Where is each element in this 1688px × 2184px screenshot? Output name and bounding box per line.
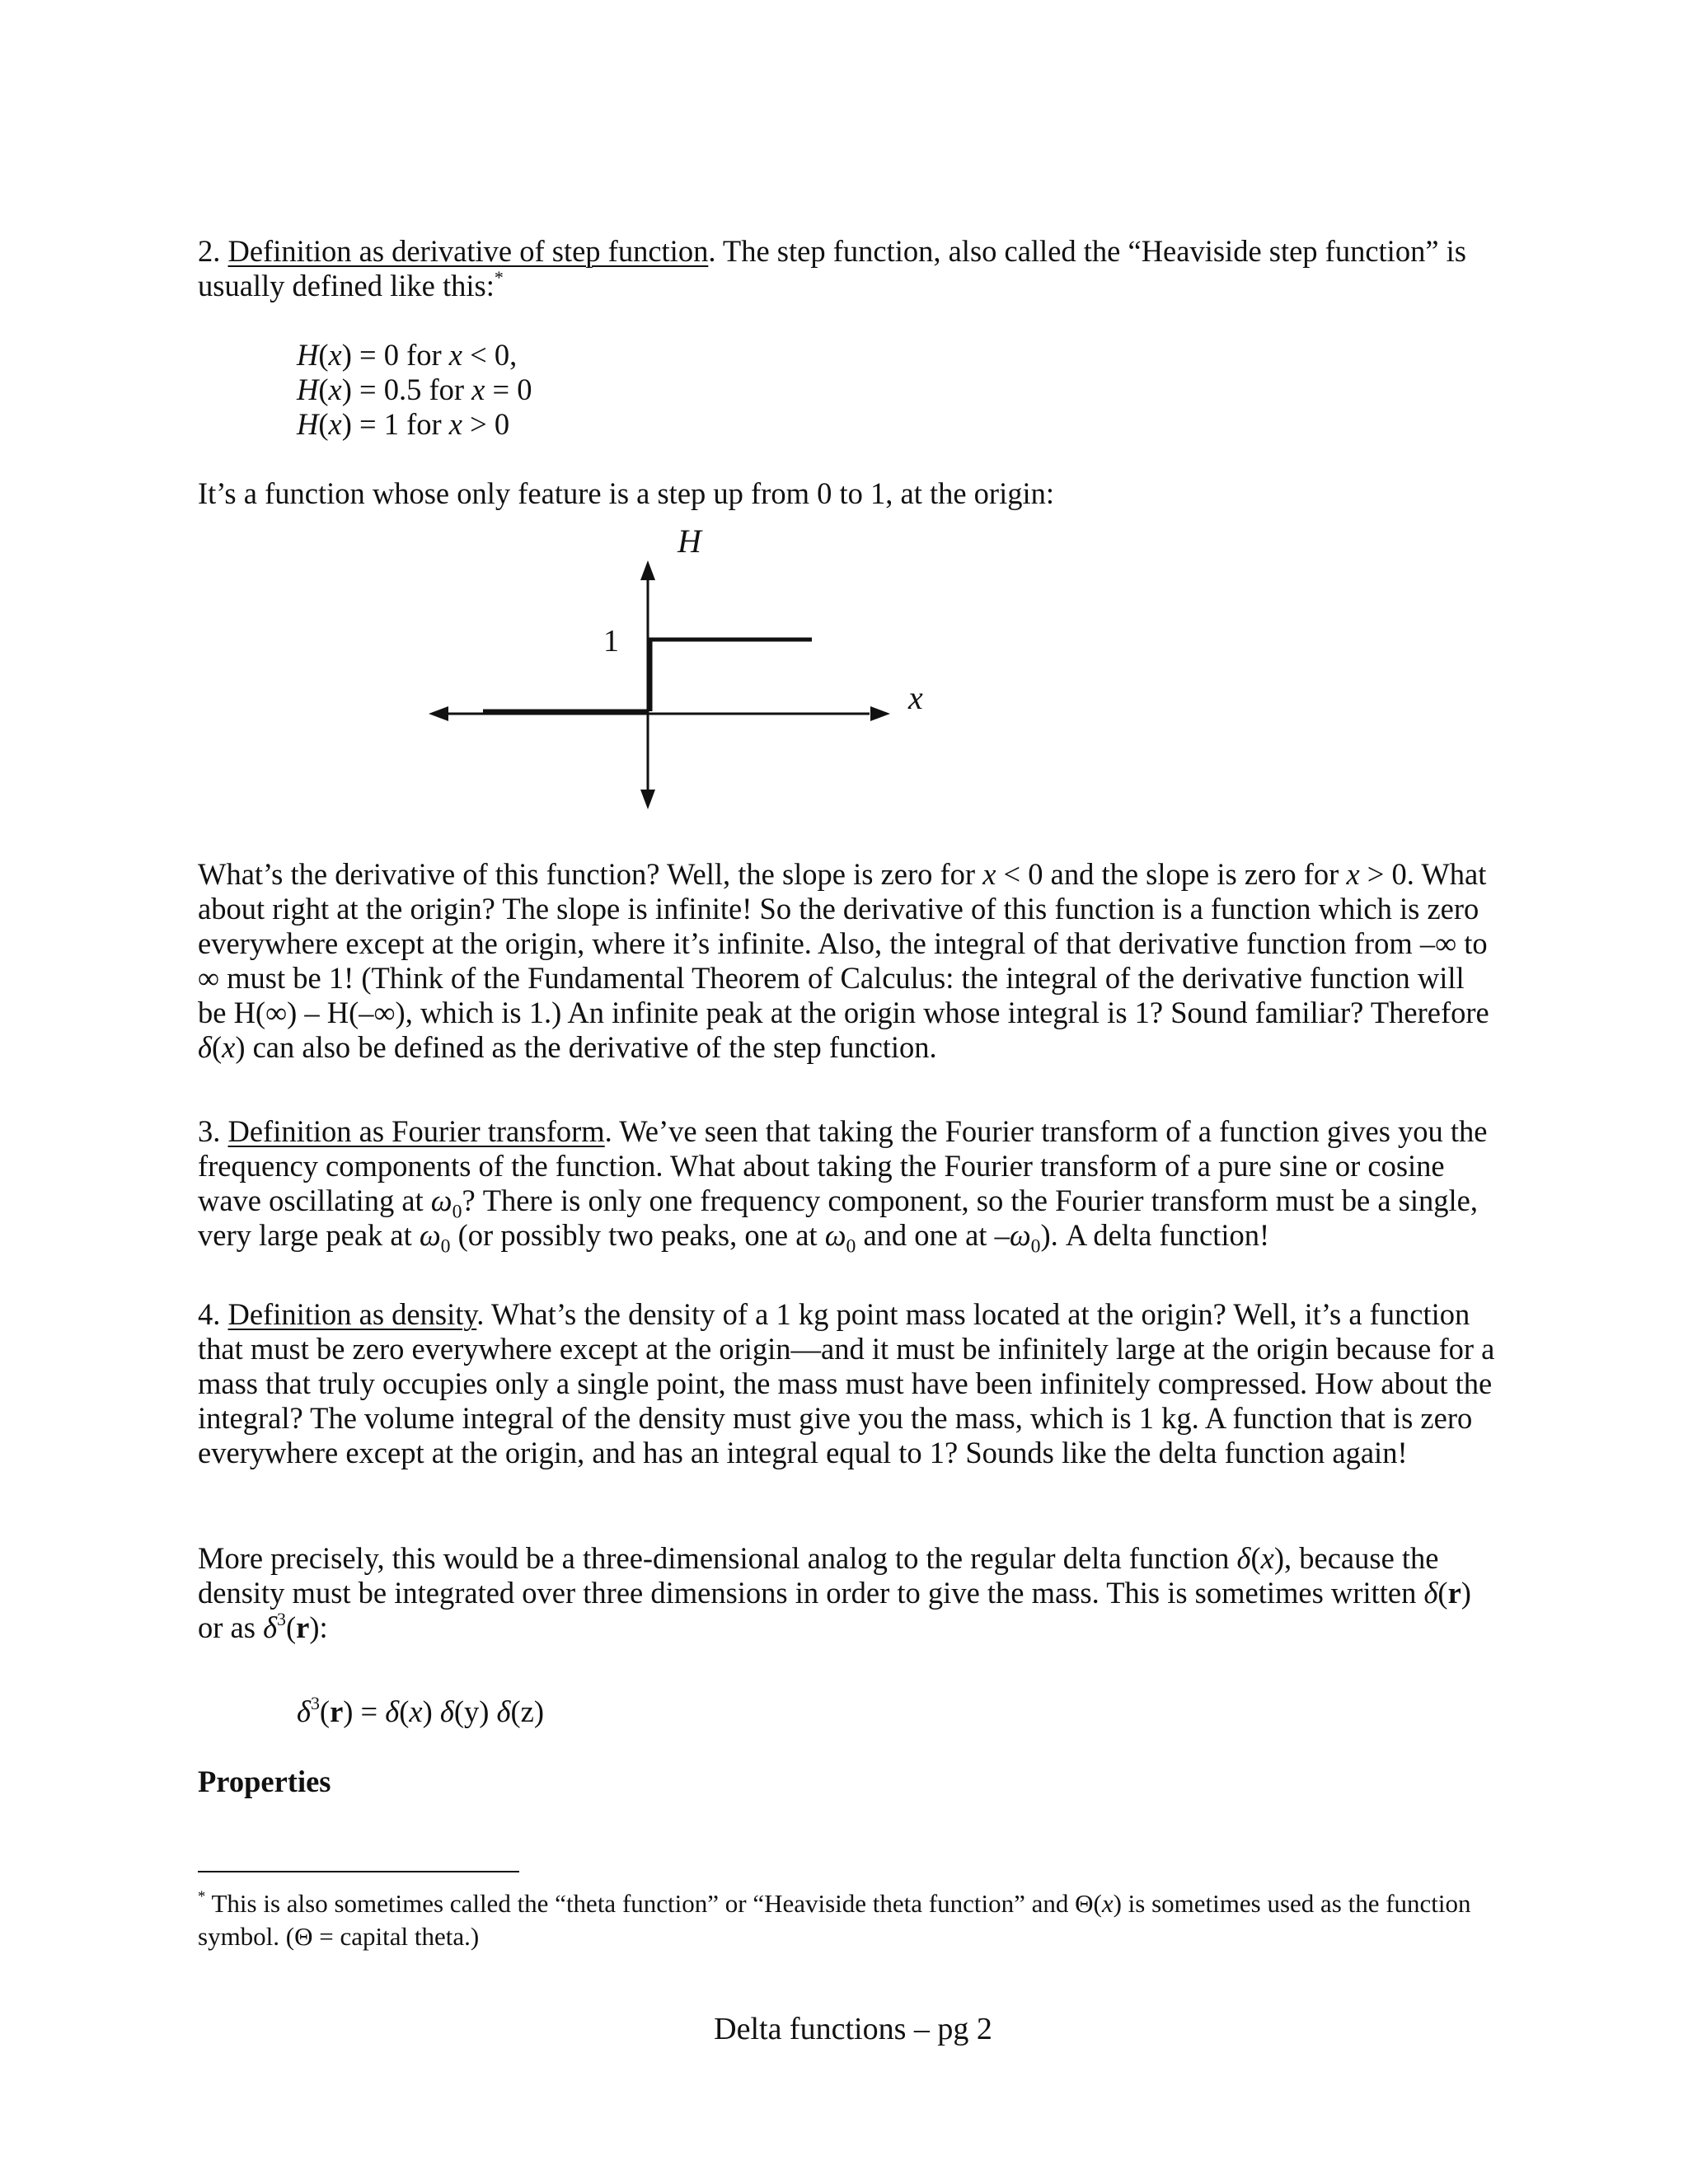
- y-axis-label: H: [678, 527, 701, 560]
- section-2-title: Definition as derivative of step function: [227, 234, 709, 268]
- section-3-title: Definition as Fourier transform: [227, 1114, 605, 1148]
- section-number: 2.: [198, 234, 221, 268]
- section-4-paragraph: 4. Definition as density. What’s the density of a 1 kg point mass located at the origin? Well, it’s a function that must be zero everywhere except at the origin—and it must be infinitely large at the origin because for a mass that truly occupies only a single point, the mass must have been infinitely compressed. How about the integral? The volume integral of the density must give you the mass, which is 1 kg. A function that is zero everywhere except at the origin, and has an integral equal to 1? Sounds like the delta function again!: [198, 1297, 1495, 1469]
- properties-heading: Properties: [198, 1765, 331, 1798]
- x-axis-right-arrow: [870, 706, 890, 721]
- y-axis-up-arrow: [640, 560, 655, 580]
- definition-line-2: H(x) = 0.5 for x = 0: [297, 373, 532, 406]
- graph-intro: It’s a function whose only feature is a step up from 0 to 1, at the origin:: [198, 476, 1055, 510]
- definition-line-3: H(x) = 1 for x > 0: [297, 407, 510, 441]
- footnote: * This is also sometimes called the “theta function” or “Heaviside theta function” and Θ(x) is sometimes used as the function symbol. (Θ = capital theta.): [198, 1887, 1471, 1951]
- definition-line-1: H(x) = 0 for x < 0,: [297, 338, 518, 372]
- section-4-title: Definition as density: [227, 1297, 477, 1331]
- derivative-paragraph: What’s the derivative of this function? Well, the slope is zero for x < 0 and the slope is zero for x > 0. What about right at the origin? The slope is infinite! So the derivative of this function is a function which is zero everywhere except at the origin, where it’s infinite. Also, the integral of that derivative function from –∞ to ∞ must be 1! (Think of the Fundamental Theorem of Calculus: the integral of the derivative function will be H(∞) – H(–∞), which is 1.) An infinite peak at the origin whose integral is 1? Sound familiar? Therefore δ(x) can also be defined as the derivative of the step function.: [198, 857, 1489, 1064]
- footnote-rule: [198, 1871, 519, 1872]
- x-axis-label: x: [908, 679, 923, 716]
- page-footer: Delta functions – pg 2: [714, 2012, 992, 2046]
- delta-3d-equation: $\delta^3(r) = \delta(x)$ δ(y) δ(z): [297, 1692, 545, 1728]
- x-axis-left-arrow: [429, 706, 448, 721]
- section-2-text: . The step function, also called the “Heaviside step function” is usually defined like this:: [198, 234, 1466, 302]
- step-function-diagram: [412, 527, 1137, 824]
- y-axis-down-arrow: [640, 790, 655, 809]
- section-3-paragraph: 3. Definition as Fourier transform. We’ve seen that taking the Fourier transform of a function gives you the frequency components of the function. What about taking the Fourier transform of a pure sine or cosine wave oscillating at $\omega_0$? There is only one frequency component, so the Fourier transform must be a single, very large peak at $\omega_0$ (or possibly two peaks, one at $\omega_0$ and one at $-\omega_0$). A delta function!: [198, 1114, 1488, 1258]
- footnote-marker: *: [494, 266, 504, 288]
- three-dimensional-paragraph: More precisely, this would be a three-dimensional analog to the regular delta function δ(x), because the density must be integrated over three dimensions in order to give the mass. This is sometimes written δ(r) or as $\delta^3(r)$:: [198, 1541, 1471, 1644]
- section-2-paragraph: [198, 234, 1500, 303]
- tick-label-one: 1: [603, 624, 619, 658]
